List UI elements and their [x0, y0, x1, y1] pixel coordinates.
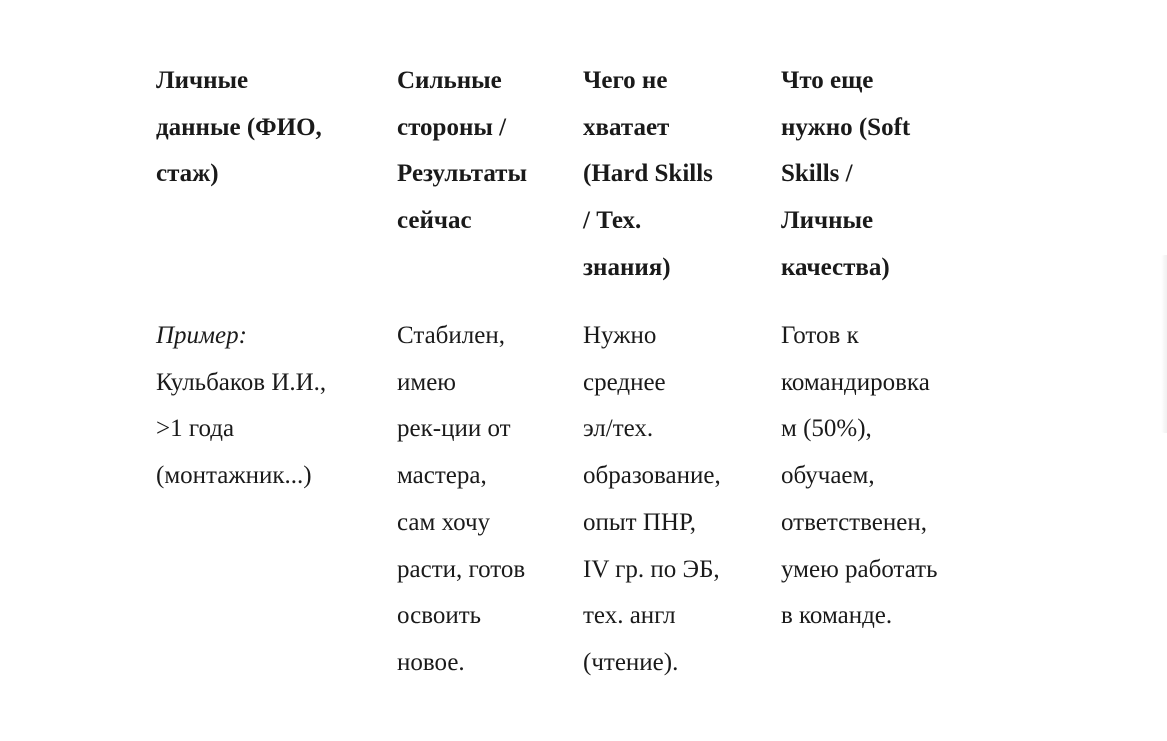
- cell-text-line: умею работать: [781, 555, 938, 583]
- header-text-line: знания): [583, 253, 671, 281]
- header-text-line: Результаты: [397, 160, 527, 188]
- cell-text-line: мастера,: [397, 462, 487, 490]
- header-text-line: стаж): [156, 160, 219, 188]
- cell-text-line: имею: [397, 368, 456, 396]
- cell-text-line: (монтажник...): [156, 462, 312, 490]
- cell-text-line: рек-ции от: [397, 415, 511, 443]
- cell-text-line: IV гр. по ЭБ,: [583, 555, 720, 583]
- cell-text-line: сам хочу: [397, 508, 491, 536]
- header-text-line: данные (ФИО,: [156, 113, 322, 141]
- header-text-line: нужно (Soft: [781, 113, 911, 141]
- cell-text-line: ответственен,: [781, 508, 927, 536]
- example-label: Пример:: [156, 322, 247, 349]
- cell-text-line: опыт ПНР,: [583, 508, 696, 536]
- cell-text-line: (чтение).: [583, 648, 679, 676]
- header-text-line: Что еще: [781, 67, 874, 94]
- header-text-line: Skills /: [781, 160, 853, 188]
- cell-personal-data: [156, 313, 388, 500]
- cell-text-line: среднее: [583, 368, 666, 396]
- header-text-line: Чего не: [583, 67, 668, 94]
- cell-text-line: освоить: [397, 602, 482, 630]
- header-text-line: Личные: [156, 67, 249, 94]
- header-text-line: хватает: [583, 113, 670, 141]
- header-strengths: [397, 58, 577, 245]
- cell-text-line: >1 года: [156, 415, 235, 443]
- cell-text-line: образование,: [583, 462, 721, 490]
- header-text-line: качества): [781, 253, 890, 281]
- cell-text-line: эл/тех.: [583, 415, 654, 443]
- cell-text-line: Нужно: [583, 322, 657, 349]
- header-personal-data: [156, 58, 388, 198]
- cell-text-line: м (50%),: [781, 415, 872, 443]
- cell-strengths: [397, 313, 577, 687]
- header-text-line: (Hard Skills: [583, 160, 713, 188]
- cell-text-line: обучаем,: [781, 462, 875, 490]
- cell-text-line: тех. англ: [583, 602, 676, 630]
- cell-text-line: командировка: [781, 368, 930, 396]
- header-text-line: / Тех.: [583, 207, 642, 235]
- cell-text-line: расти, готов: [397, 555, 526, 583]
- header-hard-skills: [583, 58, 773, 292]
- header-soft-skills: [781, 58, 981, 292]
- cell-soft-skills: [781, 313, 981, 640]
- header-text-line: Сильные: [397, 67, 502, 94]
- cell-text-line: Стабилен,: [397, 322, 505, 349]
- scroll-edge-shadow: [1161, 255, 1167, 433]
- header-text-line: стороны /: [397, 113, 507, 141]
- cell-text-line: в команде.: [781, 602, 893, 630]
- cell-text-line: Кульбаков И.И.,: [156, 368, 327, 396]
- cell-text-line: новое.: [397, 648, 465, 676]
- cell-hard-skills: [583, 313, 773, 687]
- header-text-line: Личные: [781, 207, 874, 235]
- cell-text-line: Готов к: [781, 322, 859, 349]
- header-text-line: сейчас: [397, 207, 472, 235]
